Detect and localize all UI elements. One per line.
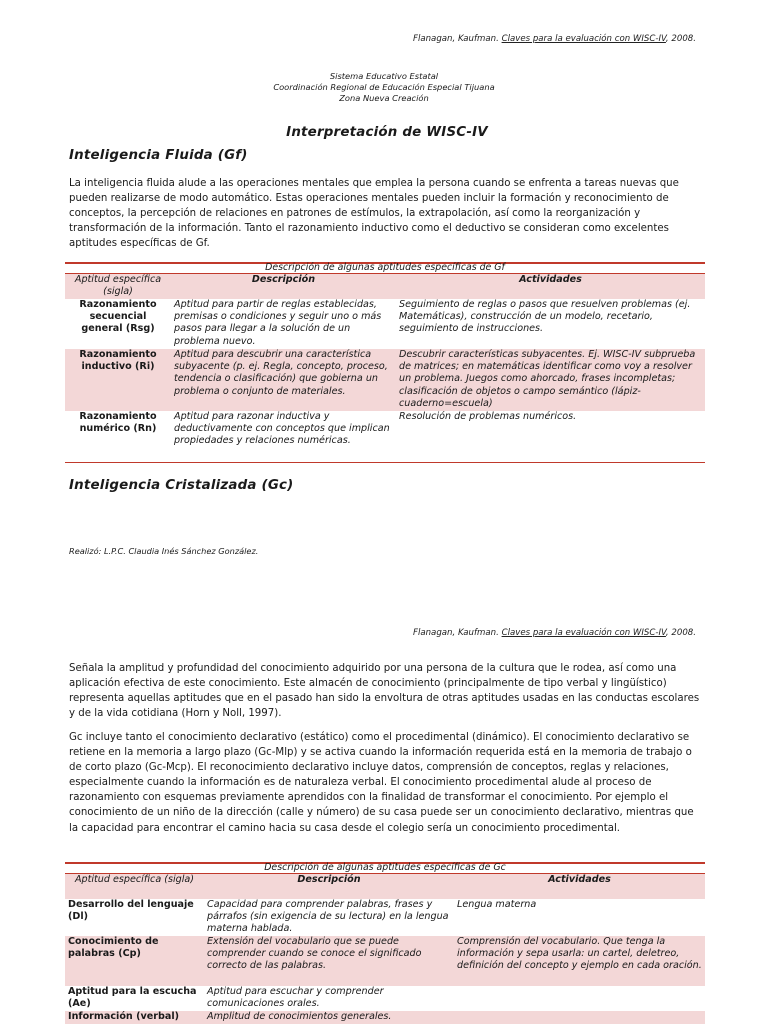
- signature: Realizó: L.P.C. Claudia Inés Sánchez González.: [69, 546, 259, 556]
- table-row: [65, 936, 705, 986]
- reference-citation: Flanagan, Kaufman. Claves para la evaluación con WISC-IV, 2008.: [413, 34, 696, 44]
- aptitude-activities: [454, 1011, 705, 1024]
- table-row: [65, 299, 705, 349]
- table-header-row: [65, 874, 705, 899]
- aptitude-description: Amplitud de conocimientos generales.: [207, 1011, 392, 1022]
- column-header: Actividades: [519, 274, 582, 285]
- institution-line: Zona Nueva Creación: [339, 93, 429, 103]
- table-header-row: [65, 274, 705, 299]
- aptitude-activities: Comprensión del vocabulario. Que tenga la información y sepa usarla: un cartel, deletreo, definición del concepto y ejemplo en cada oración.: [457, 936, 702, 972]
- aptitude-description: Aptitud para partir de reglas establecidas, premisas o condiciones y seguir uno o más pasos para llegar a la solución de un problema nuevo.: [174, 299, 382, 347]
- reference-citation: Flanagan, Kaufman. Claves para la evaluación con WISC-IV, 2008.: [413, 628, 696, 638]
- aptitude-activities: Lengua materna: [457, 899, 537, 910]
- gc-paragraph-2: Gc incluye tanto el conocimiento declarativo (estático) como el procedimental (dinámico). El conocimiento declarativo se retiene en la memoria a largo plazo (Gc-Mlp) y se activa cuando la información requerida está en la memoria de trabajo o de corto plazo (Gc-Mcp). El reconocimiento declarativo incluye datos, comprensión de conceptos, reglas y relaciones, especialmente cuando la información es de naturaleza verbal. El conocimiento procedimental alude al proceso de razonamiento con esquemas previamente aprendidos con la finalidad de transformar el conocimiento. Por ejemplo el conocimiento de un niño de la dirección (calle y número) de su casa puede ser un conocimiento declarativo, mientras que la capacidad para encontrar el camino hacia su casa desde el colegio sería un conocimiento procedimental.: [69, 732, 694, 834]
- gc-table-caption: Descripción de algunas aptitudes específicas de Gc: [264, 862, 506, 873]
- table-row: [65, 899, 705, 936]
- aptitude-description: Aptitud para escuchar y comprender comunicaciones orales.: [207, 986, 384, 1010]
- aptitude-name: Aptitud para la escucha (Ae): [68, 986, 197, 1010]
- aptitude-name: Información (verbal): [68, 1011, 179, 1022]
- table-row: [65, 411, 705, 461]
- aptitude-activities: Resolución de problemas numéricos.: [399, 411, 577, 422]
- column-header: Descripción: [297, 874, 361, 885]
- column-header: Aptitud específica (sigla): [74, 874, 195, 885]
- gf-aptitudes-table: [65, 274, 705, 461]
- gc-heading: Inteligencia Cristalizada (Gc): [69, 478, 294, 493]
- aptitude-activities: [454, 986, 705, 1011]
- aptitude-description: Aptitud para razonar inductiva y deductivamente con conceptos que implican propiedades y relaciones numéricas.: [174, 411, 390, 447]
- column-header: Actividades: [548, 874, 611, 885]
- table-bottom-rule: [65, 462, 705, 463]
- institution-line: Sistema Educativo Estatal: [329, 71, 439, 81]
- institution-line: Coordinación Regional de Educación Especial Tijuana: [273, 82, 495, 92]
- aptitude-name: Razonamiento secuencial general (Rsg): [79, 299, 157, 335]
- column-header: Descripción: [251, 274, 316, 285]
- aptitude-description: Aptitud para descubrir una característica subyacente (p. ej. Regla, concepto, proceso, tendencia o clasificación) que gobierna un problema o conjunto de materiales.: [174, 349, 388, 397]
- aptitude-name: Razonamiento inductivo (Ri): [79, 349, 157, 373]
- aptitude-description: Capacidad para comprender palabras, frases y párrafos (sin exigencia de su lectura) en la lengua materna hablada.: [207, 899, 449, 935]
- aptitude-description: Extensión del vocabulario que se puede comprender cuando se conoce el significado correcto de las palabras.: [207, 936, 422, 972]
- gf-table-caption: Descripción de algunas aptitudes específicas de Gf: [265, 262, 505, 273]
- table-row: [65, 986, 705, 1011]
- aptitude-activities: Descubrir características subyacentes. Ej. WISC-IV subprueba de matrices; en matemáticas identificar como voy a resolver un problema. Juegos como ahorcado, frases incompletas; clasificación de objetos o campo semántico (lápiz-cuaderno=escuela): [399, 349, 696, 409]
- gc-aptitudes-table: [65, 874, 705, 1024]
- table-row: [65, 349, 705, 411]
- document-title: Interpretación de WISC-IV: [286, 125, 488, 140]
- institution-header: [0, 71, 768, 104]
- gf-heading: Inteligencia Fluida (Gf): [69, 148, 248, 163]
- table-row: [65, 1011, 705, 1024]
- aptitude-name: Conocimiento de palabras (Cp): [68, 936, 159, 960]
- column-header: Aptitud específica (sigla): [74, 274, 162, 298]
- gc-paragraph-1: Señala la amplitud y profundidad del conocimiento adquirido por una persona de la cultura que le rodea, así como una aplicación efectiva de este conocimiento. Este almacén de conocimiento (principalmente de tipo verbal y lingüístico) representa aquellas aptitudes que en el pasado han sido la envoltura de otras aptitudes usadas en las conductas escolares y de la vida cotidiana (Horn y Noll, 1997).: [69, 663, 700, 720]
- aptitude-name: Razonamiento numérico (Rn): [79, 411, 157, 435]
- aptitude-name: Desarrollo del lenguaje (Dl): [68, 899, 194, 923]
- aptitude-activities: Seguimiento de reglas o pasos que resuelven problemas (ej. Matemáticas), construcción de un modelo, recetario, seguimiento de instrucciones.: [399, 299, 691, 335]
- gf-paragraph: La inteligencia fluida alude a las operaciones mentales que emplea la persona cuando se enfrenta a tareas nuevas que pueden realizarse de modo automático. Estas operaciones mentales pueden incluir la formación y reconocimiento de conceptos, la percepción de relaciones en patrones de estímulos, la extrapolación, así como la reorganización y transformación de la información. Tanto el razonamiento inductivo como el deductivo se consideran como excelentes aptitudes específicas de Gf.: [69, 178, 679, 250]
